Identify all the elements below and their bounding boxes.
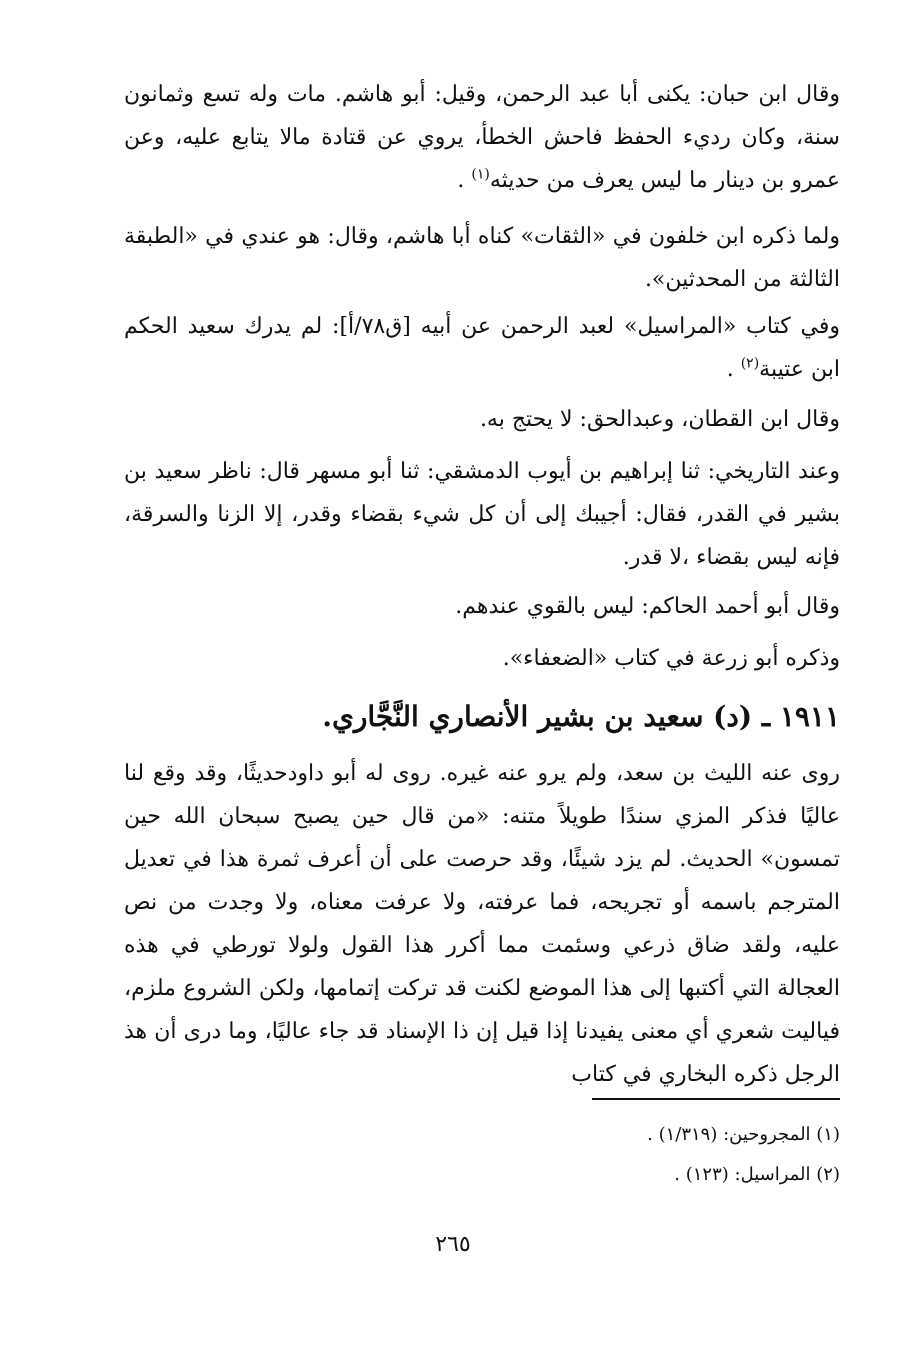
paragraph-abu-zura: وذكره أبو زرعة في كتاب «الضعفاء».	[502, 646, 840, 671]
footnote-2: (٢) المراسيل: (١٢٣) .	[674, 1164, 840, 1185]
page-number: ٢٦٥	[435, 1232, 471, 1257]
paragraph-al-hakim: وقال أبو أحمد الحاكم: ليس بالقوي عندهم.	[455, 594, 840, 619]
entry-body: روى عنه الليث بن سعد، ولم يرو عنه غيره. روى له أبو داودحديثًا، وقد وقع لنا عاليًا فذكر المزي سندًا طويلاً متنه: «من قال حين يصبح سبحان الله حين تمسون» الحديث. لم يزد شيئًا، وقد حرصت على أن أعرف ثمرة هذا في تعديل المترجم باسمه أو تجريحه، فما عرفته، ولا عرفت معناه، ولا وجدت من نص عليه، ولقد ضاق ذرعي وسئمت مما أكرر هذا القول ولولا تورطي في هذه العجالة التي أكتبها إلى هذا الموضع لكنت قد تركت إتمامها، ولكن الشروع ملزم، فياليت شعري أي معنى يفيدنا إذا قيل إن ذا الإسناد قد جاء عاليًا، وما درى أن هذ الرجل ذكره البخاري في كتاب	[124, 761, 840, 1087]
paragraph-ibn-khalfun: ولما ذكره ابن خلفون في «الثقات» كناه أبا هاشم، وقال: هو عندي في «الطبقة الثالثة من المحدثين».	[124, 224, 840, 292]
paragraph-text: وفي كتاب «المراسيل» لعبد الرحمن عن أبيه [ق٧٨/أ]: لم يدرك سعيد الحكم ابن عتيبة	[124, 314, 840, 382]
paragraph-ibn-al-qattan: وقال ابن القطان، وعبدالحق: لا يحتج به.	[479, 407, 840, 432]
entry-heading: ١٩١١ ـ (د) سعيد بن بشير الأنصاري النَّجَّاري.	[322, 700, 840, 733]
paragraph-ibn-hibban	[124, 73, 840, 202]
footnote-1: (١) المجروحين: (١/٣١٩) .	[647, 1124, 840, 1145]
paragraph-marasil	[124, 305, 840, 391]
paragraph-end: .	[457, 168, 465, 193]
paragraph-text: وقال ابن حبان: يكنى أبا عبد الرحمن، وقيل: أبو هاشم. مات وله تسع وثمانون سنة، وكان رديء الحفظ فاحش الخطأ، يروي عن قتادة مالا يتابع عليه، وعن عمرو بن دينار ما ليس يعرف من حديثه	[124, 82, 840, 193]
footnote-divider	[592, 1098, 840, 1100]
footnote-ref-2: (٢)	[740, 355, 760, 372]
paragraph-end: .	[726, 357, 734, 382]
footnote-ref-1: (١)	[471, 166, 490, 183]
paragraph-al-tarikhi: وعند التاريخي: ثنا إبراهيم بن أيوب الدمشقي: ثنا أبو مسهر قال: ناظر سعيد بن بشير في القدر، فقال: أجيبك إلى أن كل شيء بقضاء وقدر، إلا الزنا والسرقة، فإنه ليس بقضاء ،لا قدر.	[124, 459, 840, 570]
